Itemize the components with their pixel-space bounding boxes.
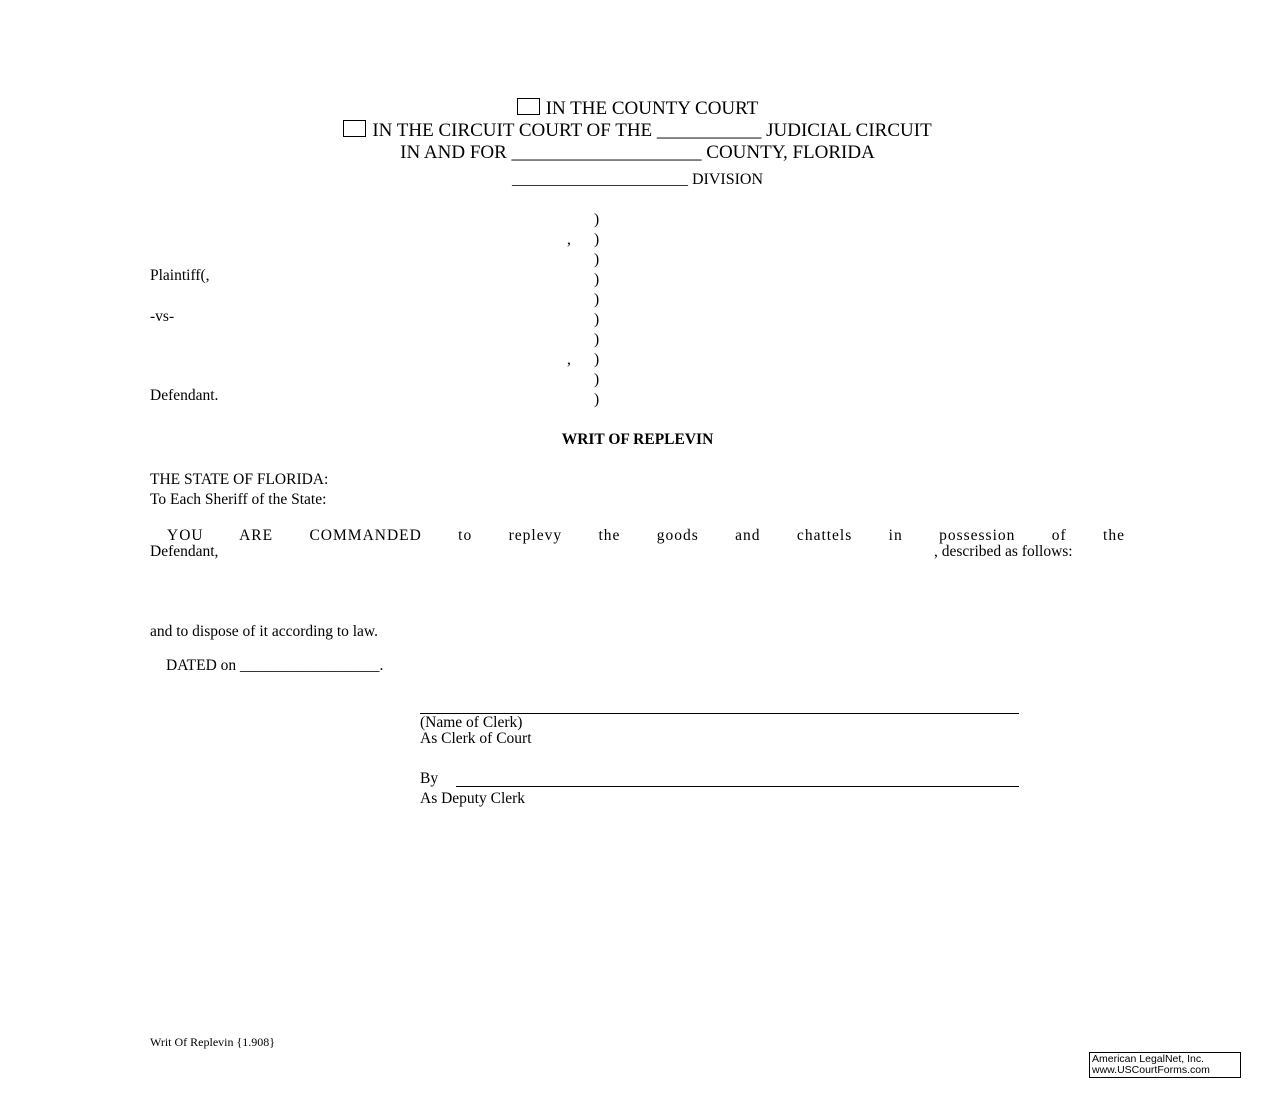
circuit-court-checkbox[interactable] [343,120,366,137]
publisher-badge [1089,1052,1241,1078]
county-court-checkbox[interactable] [517,98,540,115]
name-of-clerk: (Name of Clerk) [420,714,523,731]
county-florida-line: IN AND FOR ____________________ COUNTY, FLORIDA [400,142,875,163]
badge-line1: American LegalNet, Inc. [1092,1053,1205,1065]
document-title: WRIT OF REPLEVIN [561,431,714,448]
caption-paren: ) [594,211,600,228]
caption-paren: ) [594,331,600,348]
caption-paren: ) [594,311,600,328]
plaintiff-comma: , [567,231,571,248]
caption-paren: ) [594,251,600,268]
circuit-court-line: IN THE CIRCUIT COURT OF THE ___________ JUDICIAL CIRCUIT [0,120,1275,142]
form-id: Writ Of Replevin {1.908} [150,1035,276,1049]
state-of-florida: THE STATE OF FLORIDA: [150,471,329,488]
caption-paren: ) [594,351,600,368]
plaintiff-label: Plaintiff(, [150,267,210,284]
defendant-comma: , [567,351,571,368]
command-described: , described as follows: [934,543,1073,560]
caption-paren: ) [594,291,600,308]
vs-label: -vs- [150,308,175,325]
caption-paren: ) [594,231,600,248]
dated-line: DATED on __________________. [166,657,384,674]
deputy-signature-line [456,786,1019,787]
county-court-line: IN THE COUNTY COURT [0,98,1275,120]
as-clerk-of-court: As Clerk of Court [420,730,532,747]
badge-line2: www.USCourtForms.com [1092,1064,1210,1076]
by-label: By [420,770,439,787]
command-line: YOU ARE COMMANDED to replevy the goods and chattels in possession of the [167,527,1125,544]
command-defendant: Defendant, [150,543,219,560]
to-sheriff: To Each Sheriff of the State: [150,491,327,508]
as-deputy-clerk: As Deputy Clerk [420,790,526,807]
division-line: ______________________ DIVISION [511,171,764,188]
caption-paren: ) [594,391,600,408]
caption-paren: ) [594,371,600,388]
dispose-text: and to dispose of it according to law. [150,623,378,640]
defendant-label: Defendant. [150,387,219,404]
caption-paren: ) [594,271,600,288]
